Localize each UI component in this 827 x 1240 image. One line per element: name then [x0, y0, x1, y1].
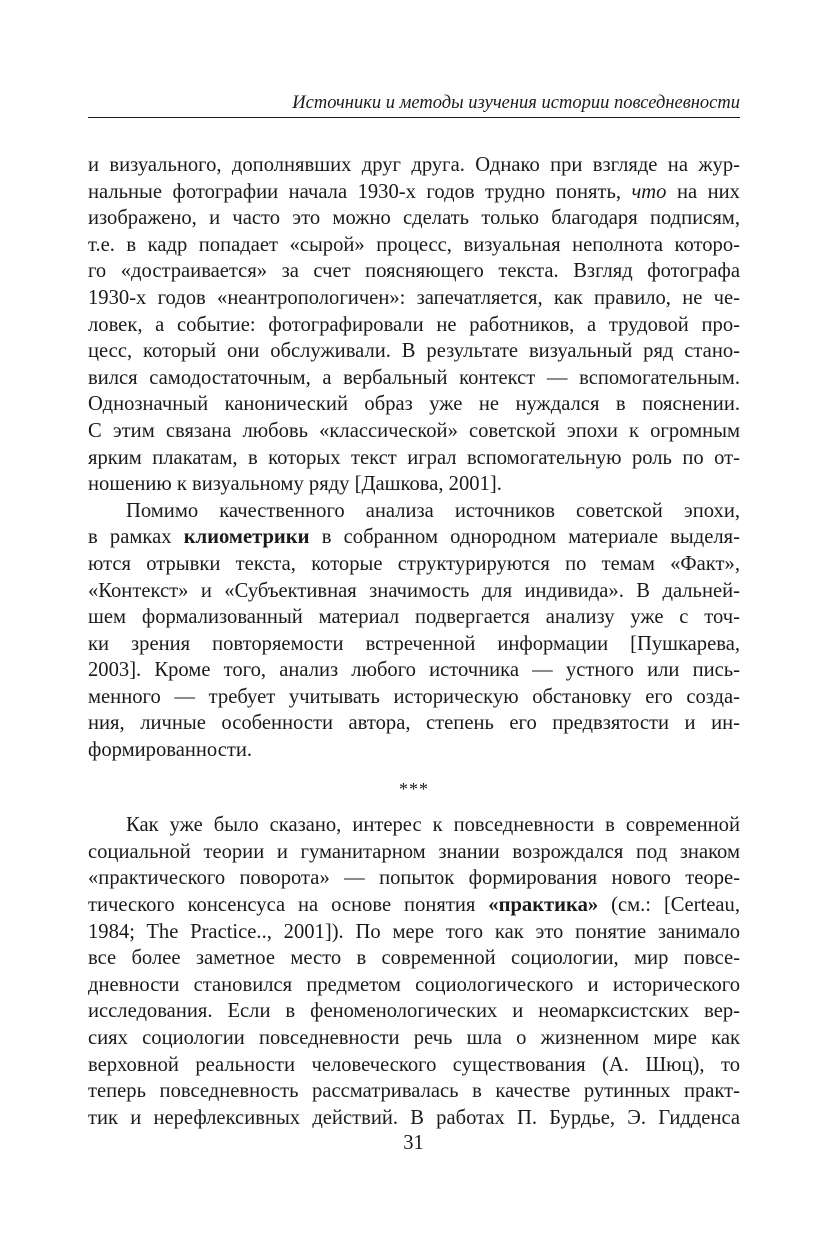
text-line: ношению к визуальному ряду [Дашкова, 2001].: [88, 473, 502, 496]
text-line: шем формализованный материал подвергается анализу уже с точ-: [88, 606, 740, 629]
text-line: Помимо качественного анализа источников советской эпохи,: [126, 499, 740, 522]
text-line: в рамках клиометрики в собранном однородном материале выделя-: [88, 526, 740, 549]
paragraph-1: [88, 152, 740, 498]
text-line: социальной теории и гуманитарном знании возрождался под знаком: [88, 840, 740, 863]
text-line: формированности.: [88, 739, 253, 762]
text-line: го «достраивается» за счет поясняющего текста. Взгляд фотографа: [88, 260, 740, 283]
emphasis: что: [631, 180, 667, 203]
section-separator: ***: [399, 778, 429, 799]
text-line: 1984; The Practice.., 2001]). По мере того как это понятие занимало: [88, 920, 740, 943]
text-line: Как уже было сказано, интерес к повседневности в современной: [126, 814, 740, 837]
text-line: исследования. Если в феноменологических и неомарксистских вер-: [88, 1000, 740, 1023]
text-line: все более заметное место в современной социологии, мир повсе-: [88, 947, 740, 970]
text-line: «Контекст» и «Субъективная значимость для индивида». В дальней-: [88, 579, 740, 602]
text-line: вился самодостаточным, а вербальный контекст — вспомогательным.: [88, 366, 740, 389]
text-line: ярким плакатам, в которых текст играл вспомогательную роль по от-: [88, 446, 740, 469]
text-line: 1930-х годов «неантропологичен»: запечатляется, как правило, не че-: [88, 286, 740, 309]
text-line: тического консенсуса на основе понятия «практика» (см.: [Certeau,: [88, 894, 740, 917]
page-body: [88, 152, 740, 1131]
text-line: ловек, а событие: фотографировали не работников, а трудовой про-: [88, 313, 740, 336]
text-line: Однозначный канонический образ уже не нуждался в пояснении.: [88, 393, 740, 416]
text-line: верховной реальности человеческого существования (А. Шюц), то: [88, 1053, 740, 1076]
bold-term: клиометрики: [183, 526, 310, 549]
text-line: тик и нерефлексивных действий. В работах П. Бурдье, Э. Гидденса: [88, 1106, 740, 1129]
text-line: изображено, и часто это можно сделать только благодаря подписям,: [88, 207, 740, 230]
text-line: цесс, который они обслуживали. В результате визуальный ряд стано-: [88, 340, 740, 363]
text-line: 2003]. Кроме того, анализ любого источника — устного или пись-: [88, 659, 740, 682]
running-head: Источники и методы изучения истории повседневности: [88, 92, 740, 118]
text-line: нальные фотографии начала 1930-х годов трудно понять, что на них: [88, 180, 740, 203]
bold-term: «практика»: [488, 894, 599, 917]
text-line: ки зрения повторяемости встреченной информации [Пушкарева,: [88, 632, 740, 655]
text-line: «практического поворота» — попыток формирования нового теоре-: [88, 867, 740, 890]
text-line: ния, личные особенности автора, степень его предвзятости и ин-: [88, 712, 740, 735]
text-line: С этим связана любовь «классической» советской эпохи к огромным: [88, 419, 740, 442]
text-line: менного — требует учитывать историческую обстановку его созда-: [88, 685, 740, 708]
paragraph-3: [88, 812, 740, 1131]
text-line: теперь повседневность рассматривалась в качестве рутинных практ-: [88, 1080, 740, 1103]
paragraph-2: [88, 498, 740, 764]
text-line: дневности становился предметом социологического и исторического: [88, 973, 740, 996]
text-line: и визуального, дополнявших друг друга. Однако при взгляде на жур-: [88, 154, 740, 176]
text-line: т.е. в кадр попадает «сырой» процесс, визуальная неполнота которо-: [88, 233, 740, 256]
text-line: ются отрывки текста, которые структурируются по темам «Факт»,: [88, 552, 740, 575]
text-line: сиях социологии повседневности речь шла о жизненном мире как: [88, 1027, 740, 1049]
page-number: 31: [403, 1132, 424, 1154]
